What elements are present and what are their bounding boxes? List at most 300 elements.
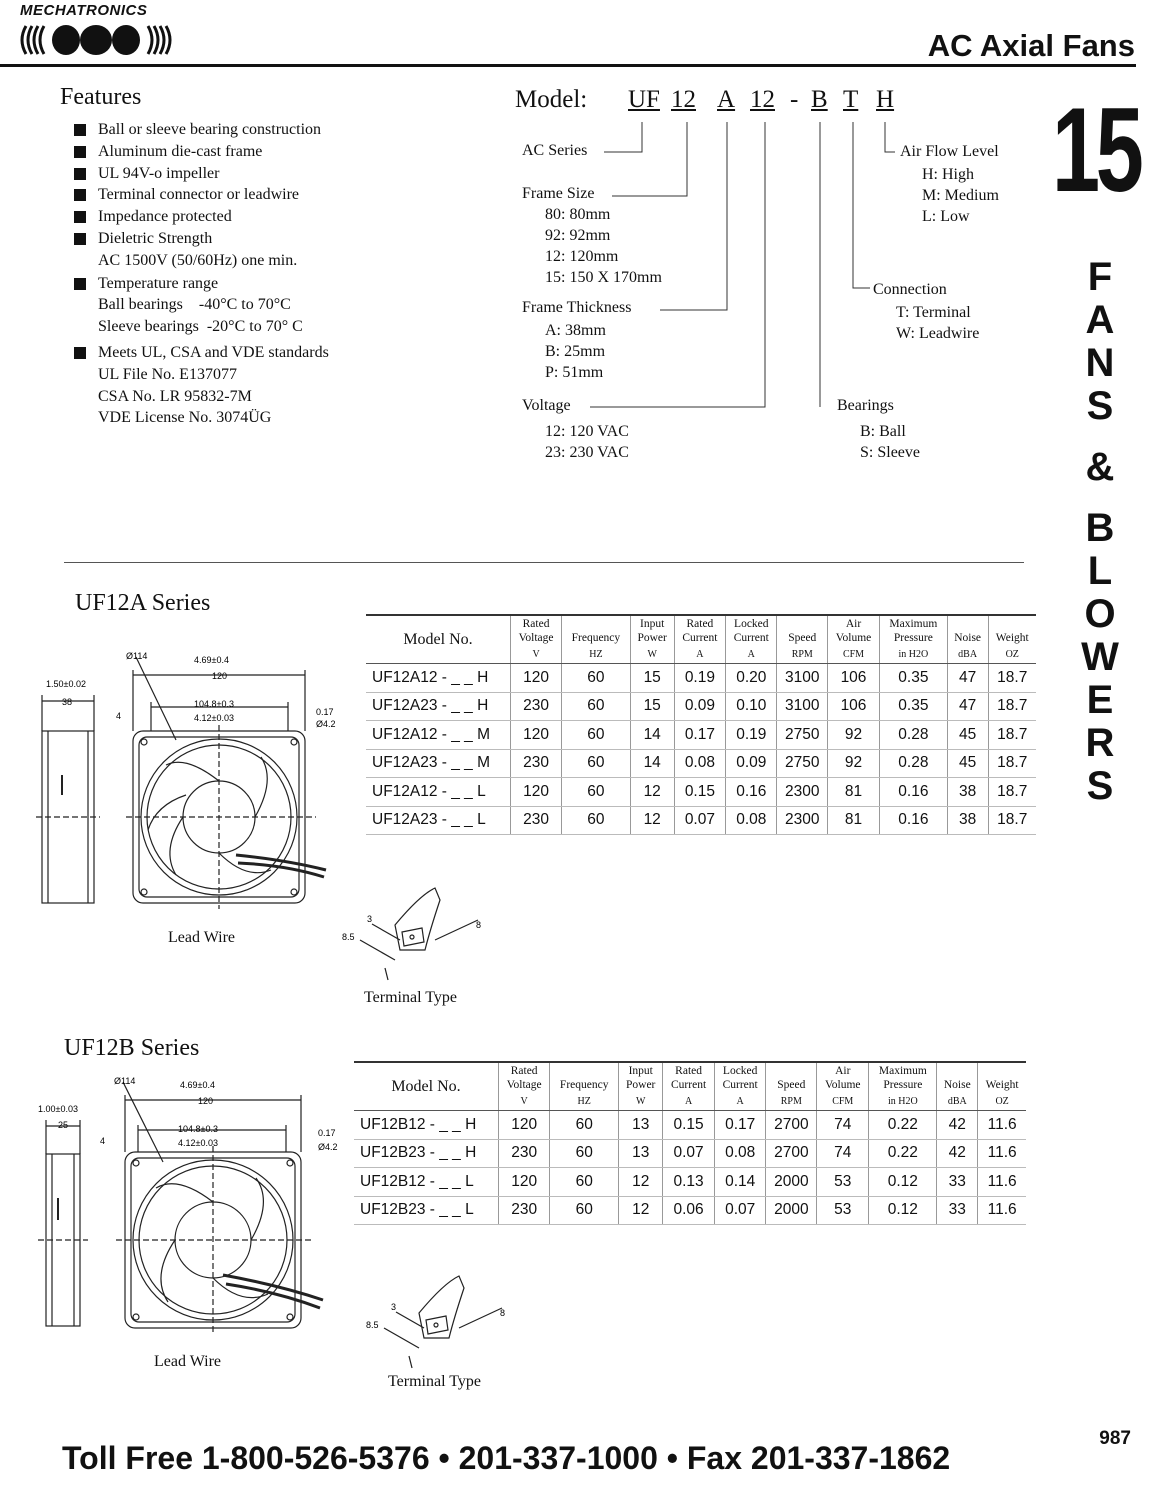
- model-cell: UF12B12 - _ _ H: [354, 1111, 499, 1140]
- column-header: [937, 1062, 978, 1111]
- category-letter: S: [1086, 384, 1114, 428]
- uf12a-terminal-caption: Terminal Type: [364, 989, 457, 1006]
- table-cell: 0.17: [714, 1111, 766, 1140]
- table-cell: 60: [550, 1168, 619, 1197]
- table-cell: 81: [828, 806, 880, 835]
- table-cell: 0.22: [869, 1139, 937, 1168]
- header-line: Volume: [824, 1079, 861, 1091]
- table-cell: 120: [499, 1111, 550, 1140]
- header-row: [366, 615, 1036, 664]
- header-line: HZ: [589, 649, 603, 660]
- brand-name: MECHATRONICS: [20, 2, 148, 19]
- table-cell: 0.09: [726, 749, 777, 778]
- uf12b-fan-drawing: [28, 1070, 348, 1340]
- ac-series-label: AC Series: [522, 142, 588, 159]
- header-line: V: [520, 1096, 528, 1107]
- header-line: [939, 1064, 975, 1078]
- header-line: [768, 1064, 814, 1078]
- table-cell: 60: [562, 778, 631, 807]
- header-line: Voltage: [518, 632, 554, 644]
- table-cell: 2300: [777, 806, 828, 835]
- frame-thickness-option: B: 25mm: [545, 343, 606, 360]
- column-header: [550, 1062, 619, 1111]
- table-row: [354, 1111, 1026, 1140]
- model-code-part: 12: [671, 86, 696, 113]
- table-row: [354, 1168, 1026, 1197]
- table-cell: 18.7: [988, 778, 1036, 807]
- model-code-part: -: [790, 86, 799, 113]
- table-cell: 92: [828, 721, 880, 750]
- feature-detail: VDE License No. 3074ÜG: [98, 409, 272, 427]
- header-line: Pressure: [893, 632, 933, 644]
- dim-label: 0.17: [316, 707, 334, 717]
- table-cell: 0.19: [726, 721, 777, 750]
- table-cell: 230: [511, 806, 562, 835]
- table-cell: 0.22: [869, 1111, 937, 1140]
- table-cell: 92: [828, 749, 880, 778]
- header-line: dBA: [958, 649, 978, 660]
- table-cell: 11.6: [978, 1111, 1026, 1140]
- dim-label: 104.8±0.3: [194, 699, 234, 709]
- table-cell: 12: [630, 778, 674, 807]
- header-line: W: [647, 649, 657, 660]
- air-flow-label: Air Flow Level: [900, 143, 999, 160]
- bearings-option: S: Sleeve: [860, 444, 920, 461]
- dim-label: 120: [198, 1096, 214, 1106]
- frame-size-options: [545, 204, 662, 288]
- table-cell: 53: [817, 1168, 869, 1197]
- dim-label: Ø114: [126, 651, 148, 661]
- dim-label: 8.5: [366, 1320, 379, 1330]
- header-line: OZ: [1005, 649, 1019, 660]
- air-flow-option: H: High: [922, 166, 974, 183]
- feature-item: [74, 184, 474, 206]
- table-cell: 0.07: [674, 806, 725, 835]
- header-row: [354, 1062, 1026, 1111]
- table-cell: 230: [499, 1139, 550, 1168]
- category-letter: L: [1087, 549, 1113, 593]
- header-line: Frequency: [559, 1079, 609, 1091]
- model-cell: UF12A23 - _ _ L: [366, 806, 511, 835]
- category-letter: R: [1085, 721, 1115, 765]
- header-line: Noise: [954, 632, 982, 644]
- model-cell: UF12A23 - _ _ M: [366, 749, 511, 778]
- features-title: Features: [60, 84, 142, 110]
- table-cell: 2700: [766, 1139, 817, 1168]
- uf12b-spec-table: [354, 1061, 1026, 1225]
- dim-label: 3: [391, 1302, 397, 1312]
- column-header: [674, 615, 725, 664]
- table-cell: 0.17: [674, 721, 725, 750]
- frame-size-option: 80: 80mm: [545, 206, 611, 223]
- model-cell: UF12A12 - _ _ M: [366, 721, 511, 750]
- table-row: [366, 692, 1036, 721]
- table-row: [366, 721, 1036, 750]
- feature-text: UL 94V-o impeller: [98, 164, 220, 182]
- table-cell: 33: [937, 1196, 978, 1225]
- table-cell: 120: [511, 778, 562, 807]
- table-cell: 60: [562, 721, 631, 750]
- frame-size-option: 92: 92mm: [545, 227, 611, 244]
- bullet-icon: [74, 124, 86, 136]
- section-divider: [64, 562, 1024, 563]
- feature-item: [74, 141, 474, 163]
- table-cell: 0.35: [879, 692, 947, 721]
- feature-text: Dieletric Strength: [98, 229, 213, 247]
- column-header: [828, 615, 880, 664]
- column-header: Model No.: [366, 615, 511, 664]
- header-line: [991, 617, 1035, 631]
- header-line: CFM: [842, 649, 865, 660]
- section-number: 15: [1051, 83, 1139, 217]
- header-line: Input: [640, 618, 665, 630]
- frame-size-option: 12: 120mm: [545, 248, 619, 265]
- header-line: Pressure: [883, 1079, 923, 1091]
- table-cell: 60: [550, 1139, 619, 1168]
- dim-label: 4.69±0.4: [180, 1080, 215, 1090]
- table-cell: 230: [511, 692, 562, 721]
- voltage-options: [545, 421, 629, 463]
- header-line: CFM: [832, 1096, 854, 1107]
- dim-label: 8.5: [342, 932, 355, 942]
- category-letter: N: [1085, 341, 1115, 385]
- model-code-part: B: [811, 86, 828, 113]
- model-cell: UF12A12 - _ _ L: [366, 778, 511, 807]
- header-line: dBA: [947, 1096, 967, 1107]
- header-line: Weight: [985, 1079, 1019, 1091]
- table-cell: 15: [630, 664, 674, 693]
- header-line: [552, 1064, 616, 1078]
- table-cell: 0.08: [726, 806, 777, 835]
- model-code-part: UF: [628, 86, 660, 113]
- category-letter: E: [1086, 678, 1114, 722]
- table-cell: 11.6: [978, 1196, 1026, 1225]
- table-cell: 81: [828, 778, 880, 807]
- dim-label: 4.12±0.03: [194, 713, 234, 723]
- table-cell: 60: [562, 806, 631, 835]
- model-cell: UF12A23 - _ _ H: [366, 692, 511, 721]
- header-line: Input: [628, 1065, 653, 1077]
- column-header: [777, 615, 828, 664]
- header-line: Air: [835, 1065, 851, 1077]
- table-cell: 33: [937, 1168, 978, 1197]
- header-line: Noise: [943, 1079, 971, 1091]
- brand-logo: [18, 22, 174, 58]
- dim-label: Ø4.2: [318, 1142, 338, 1152]
- header-line: Frequency: [571, 632, 621, 644]
- table-cell: 45: [947, 721, 988, 750]
- header-line: Maximum: [878, 1065, 927, 1077]
- table-cell: 0.08: [674, 749, 725, 778]
- header-line: Weight: [995, 632, 1029, 644]
- table-cell: 120: [511, 721, 562, 750]
- column-header: [562, 615, 631, 664]
- bullet-icon: [74, 146, 86, 158]
- feature-item: [74, 228, 474, 272]
- table-row: [354, 1196, 1026, 1225]
- table-cell: 0.12: [869, 1196, 937, 1225]
- model-code-part: T: [843, 86, 859, 113]
- table-cell: 15: [630, 692, 674, 721]
- table-cell: 0.28: [879, 721, 947, 750]
- table-cell: 74: [817, 1111, 869, 1140]
- table-cell: 38: [947, 806, 988, 835]
- header-line: Current: [733, 632, 769, 644]
- features-list: [74, 119, 474, 429]
- uf12b-terminal-caption: Terminal Type: [388, 1373, 481, 1390]
- table-cell: 0.07: [663, 1139, 715, 1168]
- table-cell: 0.20: [726, 664, 777, 693]
- air-flow-option: L: Low: [922, 208, 970, 225]
- footer-contact: Toll Free 1-800-526-5376 • 201-337-1000 • Fax 201-337-1862: [62, 1440, 951, 1476]
- header-line: Rated: [510, 1065, 538, 1077]
- frame-thickness-label: Frame Thickness: [522, 299, 632, 316]
- category-letter: A: [1085, 298, 1115, 342]
- table-cell: 120: [499, 1168, 550, 1197]
- dim-label: 4: [116, 711, 122, 721]
- header-line: A: [747, 649, 755, 660]
- column-header: [726, 615, 777, 664]
- column-header: [988, 615, 1036, 664]
- table-cell: 0.35: [879, 664, 947, 693]
- table-cell: 60: [562, 749, 631, 778]
- table-cell: 0.16: [879, 806, 947, 835]
- table-cell: 74: [817, 1139, 869, 1168]
- dim-label: 4.12±0.03: [178, 1138, 218, 1148]
- column-header: [663, 1062, 715, 1111]
- table-cell: 12: [630, 806, 674, 835]
- header-line: [564, 617, 628, 631]
- header-line: [779, 617, 825, 631]
- header-line: Power: [637, 632, 667, 644]
- table-cell: 18.7: [988, 721, 1036, 750]
- header-line: Voltage: [506, 1079, 542, 1091]
- uf12a-spec-table: [366, 614, 1036, 835]
- column-header: [879, 615, 947, 664]
- table-cell: 230: [511, 749, 562, 778]
- header-line: Rated: [686, 618, 714, 630]
- header-line: Power: [626, 1079, 656, 1091]
- frame-thickness-options: [545, 320, 606, 383]
- table-row: [366, 806, 1036, 835]
- column-header: [947, 615, 988, 664]
- dim-label: 8: [500, 1308, 506, 1318]
- column-header: [511, 615, 562, 664]
- dim-label: Ø4.2: [316, 719, 336, 729]
- table-cell: 2000: [766, 1168, 817, 1197]
- table-cell: 0.07: [714, 1196, 766, 1225]
- dim-label: 8: [476, 920, 482, 930]
- bullet-icon: [74, 347, 86, 359]
- table-cell: 18.7: [988, 664, 1036, 693]
- page-heading: AC Axial Fans: [927, 28, 1135, 63]
- header-line: Current: [671, 1079, 707, 1091]
- frame-thickness-option: P: 51mm: [545, 364, 604, 381]
- connection-option: T: Terminal: [896, 304, 971, 321]
- model-label: Model:: [515, 86, 588, 113]
- uf12a-title: UF12A Series: [75, 590, 211, 616]
- category-letter: S: [1086, 764, 1114, 808]
- table-cell: 2750: [777, 749, 828, 778]
- model-cell: UF12B12 - _ _ L: [354, 1168, 499, 1197]
- table-cell: 0.15: [674, 778, 725, 807]
- page-number: 987: [1099, 1428, 1131, 1449]
- bullet-icon: [74, 211, 86, 223]
- table-cell: 2300: [777, 778, 828, 807]
- table-cell: 2700: [766, 1111, 817, 1140]
- table-cell: 53: [817, 1196, 869, 1225]
- category-letter: O: [1084, 592, 1116, 636]
- feature-detail: Ball bearings -40°C to 70°C: [98, 296, 291, 314]
- header-line: V: [532, 649, 540, 660]
- table-cell: 0.08: [714, 1139, 766, 1168]
- dim-label: 104.8±0.3: [178, 1124, 218, 1134]
- header-line: Current: [682, 632, 718, 644]
- uf12b-title: UF12B Series: [64, 1035, 200, 1061]
- uf12a-fan-drawing: [36, 645, 346, 915]
- uf12b-terminal-drawing: [364, 1268, 524, 1373]
- dim-label: 1.00±0.03: [38, 1104, 78, 1114]
- category-letter: F: [1087, 255, 1113, 299]
- table-cell: 12: [619, 1196, 663, 1225]
- header-line: Volume: [835, 632, 872, 644]
- table-cell: 14: [630, 721, 674, 750]
- table-cell: 106: [828, 692, 880, 721]
- bearings-label: Bearings: [837, 397, 894, 414]
- table-cell: 38: [947, 778, 988, 807]
- header-line: Locked: [722, 1065, 758, 1077]
- header-line: [950, 617, 986, 631]
- table-cell: 13: [619, 1111, 663, 1140]
- table-cell: 0.09: [674, 692, 725, 721]
- bullet-icon: [74, 168, 86, 180]
- frame-thickness-option: A: 38mm: [545, 322, 606, 339]
- header-line: A: [736, 1096, 744, 1107]
- feature-text: Meets UL, CSA and VDE standards: [98, 343, 329, 361]
- table-cell: 60: [550, 1111, 619, 1140]
- model-code-part: 12: [750, 86, 775, 113]
- uf12a-lead-wire-caption: Lead Wire: [168, 929, 236, 946]
- header-line: A: [684, 1096, 693, 1107]
- dim-label: Ø114: [114, 1076, 136, 1086]
- table-cell: 0.16: [726, 778, 777, 807]
- header-line: HZ: [577, 1096, 591, 1107]
- table-cell: 0.14: [714, 1168, 766, 1197]
- feature-text: Impedance protected: [98, 208, 232, 226]
- table-cell: 18.7: [988, 692, 1036, 721]
- table-cell: 230: [499, 1196, 550, 1225]
- dim-label: 38: [62, 697, 73, 707]
- header-line: A: [696, 649, 704, 660]
- column-header: Model No.: [354, 1062, 499, 1111]
- table-cell: 13: [619, 1139, 663, 1168]
- header-line: W: [635, 1096, 646, 1107]
- table-cell: 47: [947, 692, 988, 721]
- table-row: [366, 749, 1036, 778]
- table-row: [354, 1139, 1026, 1168]
- column-header: [619, 1062, 663, 1111]
- header-line: Locked: [734, 618, 769, 630]
- air-flow-options: [922, 164, 999, 227]
- dim-label: 1.50±0.02: [46, 679, 86, 689]
- header-line: in H2O: [887, 1096, 918, 1107]
- feature-text: Aluminum die-cast frame: [98, 142, 263, 160]
- voltage-option: 12: 120 VAC: [545, 423, 629, 440]
- air-flow-option: M: Medium: [922, 187, 999, 204]
- feature-detail: CSA No. LR 95832-7M: [98, 387, 252, 405]
- bullet-icon: [74, 189, 86, 201]
- table-cell: 0.15: [663, 1111, 715, 1140]
- feature-text: Terminal connector or leadwire: [98, 186, 300, 204]
- bullet-icon: [74, 278, 86, 290]
- column-header: [817, 1062, 869, 1111]
- table-cell: 47: [947, 664, 988, 693]
- table-cell: 60: [562, 664, 631, 693]
- header-line: Air: [845, 618, 862, 630]
- table-row: [366, 778, 1036, 807]
- table-cell: 42: [937, 1111, 978, 1140]
- header-line: [980, 1064, 1024, 1078]
- category-letter: B: [1085, 506, 1115, 550]
- table-cell: 42: [937, 1139, 978, 1168]
- table-cell: 0.19: [674, 664, 725, 693]
- column-header: [714, 1062, 766, 1111]
- dim-label: 4.69±0.4: [194, 655, 229, 665]
- column-header: [630, 615, 674, 664]
- table-cell: 106: [828, 664, 880, 693]
- header-rule: [0, 64, 1136, 67]
- table-cell: 18.7: [988, 806, 1036, 835]
- table-cell: 60: [562, 692, 631, 721]
- header-line: Rated: [522, 618, 550, 630]
- category-letter: W: [1081, 635, 1119, 679]
- uf12b-lead-wire-caption: Lead Wire: [154, 1353, 222, 1370]
- table-cell: 14: [630, 749, 674, 778]
- feature-item: [74, 342, 474, 429]
- model-cell: UF12B23 - _ _ L: [354, 1196, 499, 1225]
- connection-options: [896, 302, 979, 344]
- feature-item: [74, 163, 474, 185]
- feature-detail: Sleeve bearings -20°C to 70° C: [98, 318, 303, 336]
- bullet-icon: [74, 233, 86, 245]
- feature-text: Ball or sleeve bearing construction: [98, 121, 322, 138]
- table-cell: 120: [511, 664, 562, 693]
- table-cell: 0.28: [879, 749, 947, 778]
- feature-item: [74, 119, 474, 141]
- feature-detail: UL File No. E137077: [98, 365, 237, 383]
- category-letter: &: [1085, 445, 1115, 489]
- column-header: [766, 1062, 817, 1111]
- header-line: Rated: [675, 1065, 702, 1077]
- frame-size-option: 15: 150 X 170mm: [545, 269, 662, 286]
- connection-option: W: Leadwire: [896, 325, 980, 342]
- model-code-part: H: [876, 86, 895, 113]
- table-cell: 3100: [777, 664, 828, 693]
- header-line: Maximum: [889, 618, 938, 630]
- feature-item: [74, 206, 474, 228]
- feature-text: Temperature range: [98, 274, 219, 292]
- table-cell: 0.16: [879, 778, 947, 807]
- header-line: Speed: [788, 632, 817, 644]
- voltage-label: Voltage: [522, 397, 571, 414]
- column-header: [499, 1062, 550, 1111]
- feature-detail: AC 1500V (50/60Hz) one min.: [98, 251, 298, 269]
- column-header: [869, 1062, 937, 1111]
- header-line: RPM: [791, 649, 813, 660]
- dim-label: 0.17: [318, 1128, 336, 1138]
- table-cell: 45: [947, 749, 988, 778]
- voltage-option: 23: 230 VAC: [545, 444, 629, 461]
